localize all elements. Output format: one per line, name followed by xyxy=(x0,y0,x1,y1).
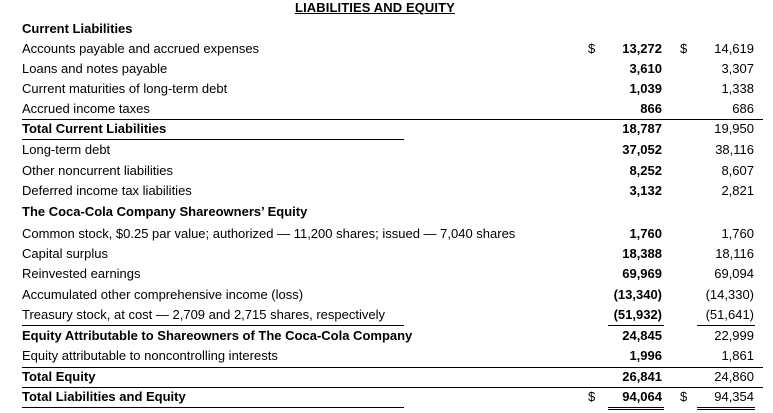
row-label: Capital surplus xyxy=(22,246,108,261)
currency-symbol: $ xyxy=(680,389,688,404)
row-label: Other noncurrent liabilities xyxy=(22,163,174,178)
row-label: Common stock, $0.25 par value; authorized — 11,200 shares; issued — 7,040 shares xyxy=(22,226,516,241)
total-rule xyxy=(608,407,664,408)
row-current-maturities xyxy=(22,79,763,99)
value-prior-year: 3,307 xyxy=(721,61,754,76)
row-label: Current maturities of long-term debt xyxy=(22,81,228,96)
row-total-equity xyxy=(22,367,763,388)
value-current-year: 37,052 xyxy=(622,142,662,157)
value-prior-year: 24,860 xyxy=(714,369,754,384)
row-other-noncurrent-liabilities xyxy=(22,161,763,181)
section-current-liabilities: Current Liabilities xyxy=(22,21,133,36)
row-label: Long-term debt xyxy=(22,142,111,157)
row-label: Total Liabilities and Equity xyxy=(22,389,186,404)
value-prior-year: 18,116 xyxy=(715,246,754,261)
value-prior-year: 686 xyxy=(732,101,754,116)
row-label: Accrued income taxes xyxy=(22,101,150,116)
value-current-year: 866 xyxy=(640,101,662,116)
value-current-year: 1,996 xyxy=(629,348,662,363)
value-current-year: 18,787 xyxy=(622,121,662,136)
value-current-year: 94,064 xyxy=(622,389,662,404)
value-current-year: 18,388 xyxy=(622,246,662,261)
row-label: Equity attributable to noncontrolling interests xyxy=(22,348,278,363)
value-prior-year: 19,950 xyxy=(714,121,754,136)
value-prior-year: 38,116 xyxy=(715,142,754,157)
value-current-year: 1,039 xyxy=(629,81,662,96)
currency-symbol: $ xyxy=(588,389,596,404)
value-prior-year: (51,641) xyxy=(705,307,754,322)
value-prior-year: 22,999 xyxy=(714,328,754,343)
value-prior-year: 69,094 xyxy=(714,266,754,281)
row-label: Total Equity xyxy=(22,369,96,384)
row-total-current-liabilities xyxy=(22,119,763,140)
value-prior-year: 14,619 xyxy=(714,41,754,56)
value-prior-year: 2,821 xyxy=(721,183,754,198)
value-prior-year: 8,607 xyxy=(721,163,754,178)
value-prior-year: 1,861 xyxy=(721,348,754,363)
row-label: Reinvested earnings xyxy=(22,266,141,281)
statement-title: LIABILITIES AND EQUITY xyxy=(295,0,455,15)
row-divider xyxy=(22,407,404,408)
row-aoci xyxy=(22,285,763,305)
row-loans-notes-payable xyxy=(22,59,763,79)
row-accrued-income-taxes xyxy=(22,99,763,119)
value-current-year: 8,252 xyxy=(629,163,662,178)
value-current-year: 1,760 xyxy=(629,226,662,241)
currency-symbol: $ xyxy=(588,41,596,56)
value-prior-year: 1,760 xyxy=(721,226,754,241)
row-equity-attributable-shareowners xyxy=(22,326,763,346)
row-label: Deferred income tax liabilities xyxy=(22,183,192,198)
value-current-year: 69,969 xyxy=(622,266,662,281)
row-capital-surplus xyxy=(22,244,763,264)
total-rule xyxy=(697,407,755,408)
value-prior-year: 94,354 xyxy=(714,389,754,404)
value-current-year: 13,272 xyxy=(622,41,662,56)
row-long-term-debt xyxy=(22,140,763,160)
row-label: Accumulated other comprehensive income (loss) xyxy=(22,287,304,302)
value-current-year: 3,610 xyxy=(629,61,662,76)
value-current-year: 24,845 xyxy=(622,328,662,343)
row-label: Equity Attributable to Shareowners of The Coca-Cola Company xyxy=(22,328,413,343)
row-label: Loans and notes payable xyxy=(22,61,168,76)
row-accounts-payable xyxy=(22,39,763,59)
row-noncontrolling-interests xyxy=(22,346,763,366)
section-shareowners-equity: The Coca-Cola Company Shareowners’ Equity xyxy=(22,204,308,219)
value-current-year: 3,132 xyxy=(629,183,662,198)
value-prior-year: (14,330) xyxy=(705,287,754,302)
row-label: Treasury stock, at cost — 2,709 and 2,715 shares, respectively xyxy=(22,307,385,322)
value-current-year: (51,932) xyxy=(613,307,662,322)
row-label: Total Current Liabilities xyxy=(22,121,167,136)
total-double-rule xyxy=(608,409,664,410)
row-common-stock xyxy=(22,224,763,244)
value-prior-year: 1,338 xyxy=(721,81,754,96)
total-double-rule xyxy=(697,409,755,410)
row-reinvested-earnings xyxy=(22,264,763,284)
row-treasury-stock xyxy=(22,305,763,325)
value-current-year: 26,841 xyxy=(622,369,662,384)
row-deferred-income-tax xyxy=(22,181,763,201)
row-total-liabilities-and-equity xyxy=(22,387,763,408)
row-label: Accounts payable and accrued expenses xyxy=(22,41,260,56)
currency-symbol: $ xyxy=(680,41,688,56)
value-current-year: (13,340) xyxy=(613,287,662,302)
